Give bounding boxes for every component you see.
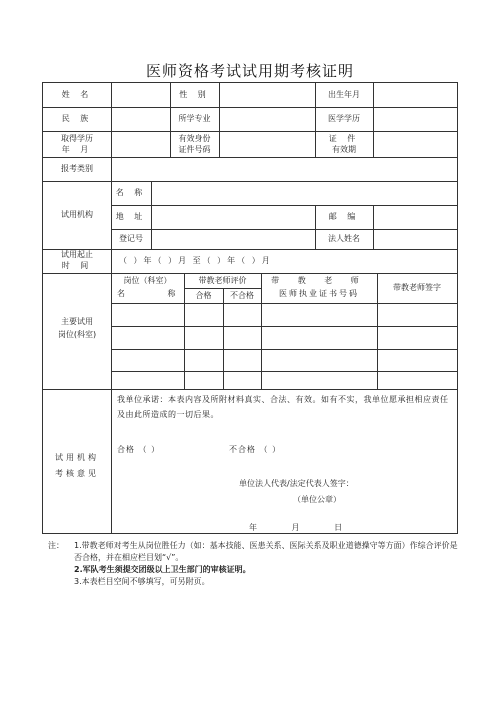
seal-label: （单位公章）: [293, 495, 341, 504]
birth-label: 出生年月: [328, 90, 360, 99]
cert-label-line1: 证 件: [328, 134, 360, 143]
period-range: （ ）年（ ）月 至（ ）年（ ）月: [119, 256, 272, 265]
major-label: 所学专业: [178, 114, 211, 123]
opinion-label-line1: 试用机构: [55, 453, 99, 462]
registration-label: 登记号: [119, 234, 143, 243]
legal-rep-label: 法人姓名: [328, 234, 360, 243]
id-label-line2: 证件号码: [178, 145, 211, 154]
note-text-1: 1.带教老师对考生从岗位胜任力（如：基本技能、医患关系、医际关系及职业道德操守等方面）作综合评价是否合格，并在相应栏目划“√”。: [74, 541, 458, 562]
note-item: [48, 564, 460, 576]
license-header-line1: 带 教 老 师: [271, 276, 367, 285]
degree-label-line2: 年 月: [61, 145, 93, 154]
period-label-line1: 试用起止: [61, 250, 93, 259]
note-text-2: 2.军队考生须提交团级以上卫生部门的审核证明。: [74, 565, 251, 574]
commitment-text: 我单位承诺：本表内容及所附材料真实、合法、有效。如有不实，我单位愿承担相应责任及由此所造成的一切后果。: [117, 395, 449, 419]
teacher-signature-header: 带教老师签字: [393, 283, 441, 292]
notes: [48, 540, 460, 588]
pass-option[interactable]: 合格 （ ）: [117, 445, 161, 454]
degree-label-line1: 取得学历: [61, 134, 93, 143]
dept-header-line2: 名 称: [117, 289, 196, 298]
medical-degree-label: 医学学历: [328, 114, 360, 123]
dept-header-line1: 岗位（科室）: [123, 276, 172, 285]
pass-header: 合格: [195, 291, 212, 300]
gender-label: 性 别: [179, 90, 210, 99]
opinion-label-line2: 考核意见: [55, 469, 99, 478]
positions-label-line2: 岗位(科室): [57, 330, 97, 339]
postcode-label: 邮 编: [328, 212, 360, 221]
name-label: 姓 名: [61, 90, 93, 99]
fail-header: 不合格: [230, 291, 254, 300]
ethnicity-label: 民 族: [61, 114, 93, 123]
institution-label: 试用机构: [61, 210, 93, 219]
evaluation-header: 带教老师评价: [198, 276, 247, 285]
cert-label-line2: 有效期: [332, 145, 356, 154]
period-label-line2: 时 间: [61, 261, 93, 270]
notes-label: 注：: [48, 541, 64, 550]
license-header-line2: 医师执业证书号码: [279, 289, 359, 298]
institution-address-label: 地 址: [115, 212, 147, 221]
fail-option[interactable]: 不合格 （ ）: [229, 445, 282, 454]
id-label-line1: 有效身份: [178, 134, 211, 143]
signature-line[interactable]: 单位法人代表/法定代表人签字：: [239, 479, 354, 488]
assessment-form: [42, 82, 458, 534]
institution-name-label: 名 称: [115, 188, 147, 197]
note-item: [48, 576, 460, 588]
positions-label-line1: 主要试用: [61, 317, 93, 326]
page-title: 医师资格考试试用期考核证明: [145, 62, 354, 80]
note-item: [48, 540, 460, 564]
note-text-3: 3.本表栏目空间不够填写，可另附页。: [74, 577, 210, 586]
date-line[interactable]: 年 月 日: [249, 523, 359, 532]
exam-type-label: 报考类别: [61, 164, 93, 173]
